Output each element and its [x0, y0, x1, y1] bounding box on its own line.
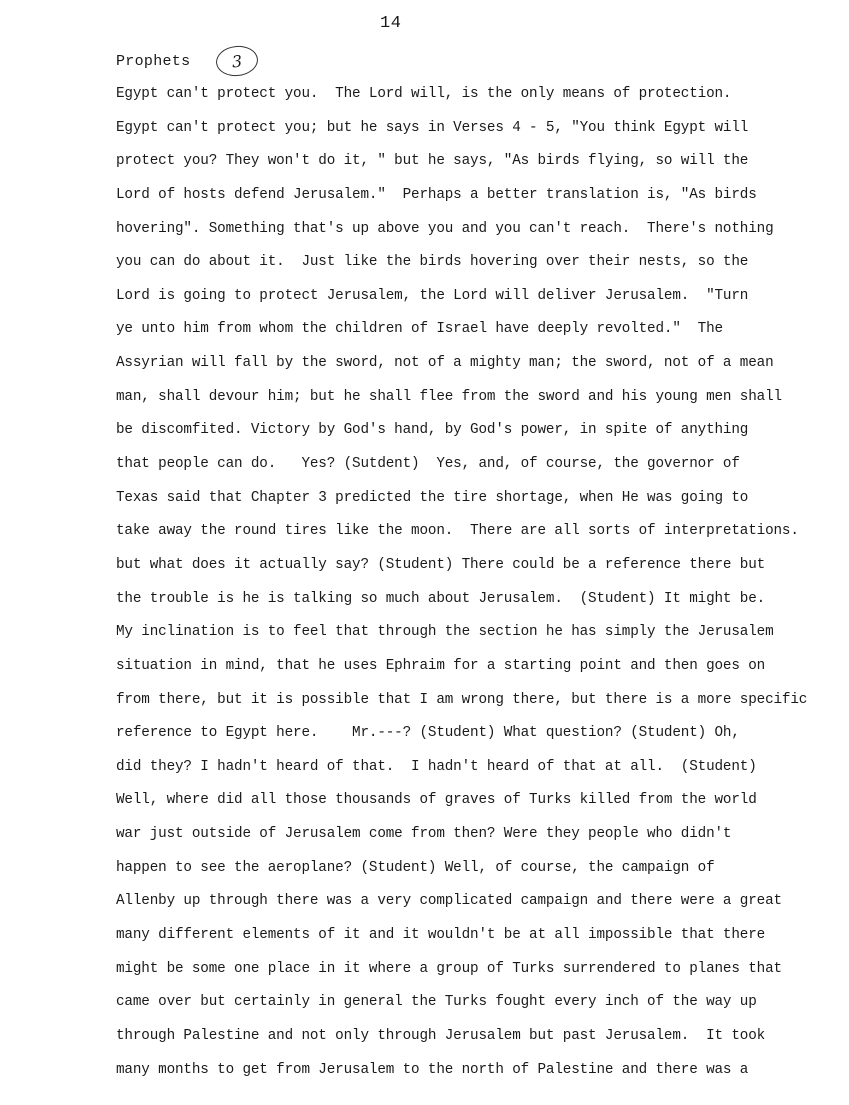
text-line: you can do about it. Just like the birds hovering over their nests, so the	[116, 254, 749, 271]
text-line: did they? I hadn't heard of that. I hadn't heard of that at all. (Student)	[116, 758, 757, 775]
text-line: ye unto him from whom the children of Israel have deeply revolted." The	[116, 321, 723, 338]
text-line: Lord of hosts defend Jerusalem." Perhaps a better translation is, "As birds	[116, 186, 757, 203]
text-line: hovering". Something that's up above you and you can't reach. There's nothing	[116, 220, 774, 237]
text-line: war just outside of Jerusalem come from then? Were they people who didn't	[116, 826, 732, 843]
text-line: take away the round tires like the moon. There are all sorts of interpretations.	[116, 523, 799, 540]
text-line: Egypt can't protect you. The Lord will, is the only means of protection.	[116, 86, 732, 102]
text-line: situation in mind, that he uses Ephraim for a starting point and then goes on	[116, 657, 766, 674]
text-line: Egypt can't protect you; but he says in Verses 4 - 5, "You think Egypt will	[116, 119, 749, 136]
text-line: My inclination is to feel that through the section he has simply the Jerusalem	[116, 624, 774, 641]
text-line: reference to Egypt here. Mr.---? (Student) What question? (Student) Oh,	[116, 725, 740, 742]
text-line: Texas said that Chapter 3 predicted the tire shortage, when He was going to	[116, 489, 749, 506]
text-line: Lord is going to protect Jerusalem, the Lord will deliver Jerusalem. "Turn	[116, 287, 749, 304]
text-line: came over but certainly in general the Turks fought every inch of the way up	[116, 994, 757, 1011]
section-label: Prophets	[116, 52, 191, 70]
text-line: many different elements of it and it wouldn't be at all impossible that there	[116, 927, 766, 944]
text-line: be discomfited. Victory by God's hand, by God's power, in spite of anything	[116, 422, 749, 439]
text-line: happen to see the aeroplane? (Student) Well, of course, the campaign of	[116, 859, 715, 876]
text-line: through Palestine and not only through Jerusalem but past Jerusalem. It took	[116, 1027, 766, 1044]
text-line: Allenby up through there was a very complicated campaign and there were a great	[116, 893, 782, 910]
circled-lecture-number: 3	[215, 44, 260, 78]
text-line: protect you? They won't do it, " but he says, "As birds flying, so will the	[116, 153, 749, 170]
text-line: the trouble is he is talking so much about Jerusalem. (Student) It might be.	[116, 590, 766, 607]
text-line: but what does it actually say? (Student) There could be a reference there but	[116, 556, 766, 573]
transcript-body	[116, 81, 816, 1090]
text-line: from there, but it is possible that I am wrong there, but there is a more specific	[116, 691, 808, 708]
page-number: 14	[380, 14, 402, 33]
text-line: that people can do. Yes? (Sutdent) Yes, and, of course, the governor of	[116, 456, 740, 473]
page-header	[116, 46, 258, 76]
text-line: Well, where did all those thousands of graves of Turks killed from the world	[116, 792, 757, 809]
text-line: man, shall devour him; but he shall flee from the sword and his young men shall	[116, 388, 782, 405]
text-line: Assyrian will fall by the sword, not of a mighty man; the sword, not of a mean	[116, 355, 774, 372]
text-line: many months to get from Jerusalem to the north of Palestine and there was a	[116, 1061, 749, 1078]
text-line: might be some one place in it where a group of Turks surrendered to planes that	[116, 960, 782, 977]
